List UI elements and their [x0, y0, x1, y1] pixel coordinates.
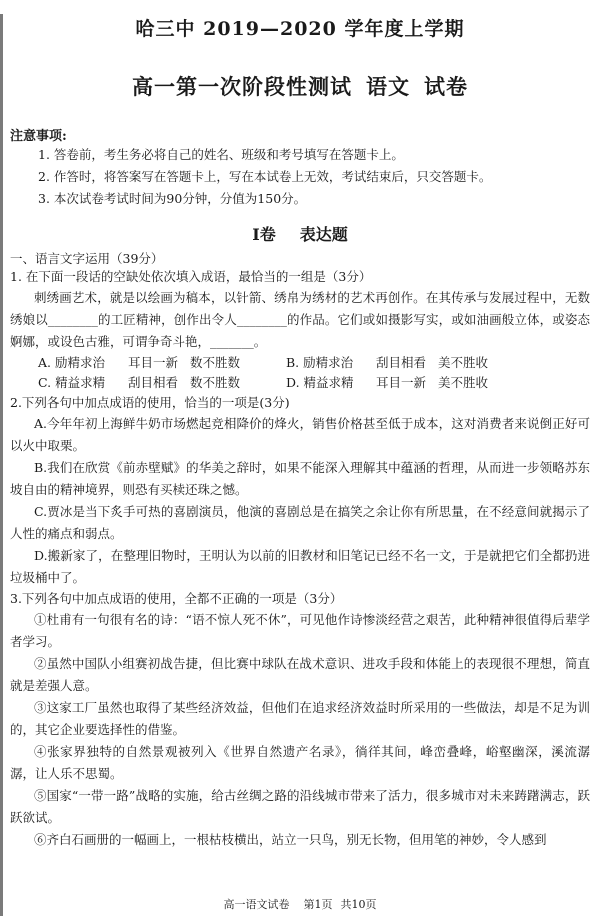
option-c-3: 数不胜数: [190, 375, 241, 390]
question-3-sentence-4: ④张家界独特的自然景观被列入《世界自然遗产名录》，徜徉其间，峰峦叠峰，峪壑幽深，溪流潺潺，让人乐不思蜀。: [10, 744, 590, 781]
question-2-option-d: D.搬新家了，在整理旧物时，王明认为以前的旧教材和旧笔记已经不名一文，于是就把它们全都扔进垃圾桶中了。: [10, 548, 590, 585]
question-1-options-row: [38, 353, 590, 373]
section-name: 表达题: [299, 225, 348, 244]
notice-list: [38, 144, 590, 210]
option-a-1: A. 励精求治: [38, 355, 105, 370]
question-2-option-b: B.我们在欣赏《前赤壁赋》的华美之辞时，如果不能深入理解其中蕴涵的哲理，从而进一步领略苏东坡自由的精神境界，则恐有买椟还珠之憾。: [10, 460, 590, 497]
question-3-sentence-3: ③这家工厂虽然也取得了某些经济效益，但他们在追求经济效益时所采用的一些做法，却是不足为训的，其它企业要选择性的借鉴。: [10, 700, 590, 737]
exam-title-main: 高一第一次阶段性测试: [132, 74, 352, 99]
footer-total: 共10页: [340, 898, 377, 911]
option-c-1: C. 精益求精: [38, 375, 106, 390]
option-c-2: 刮目相看: [128, 375, 179, 390]
scan-edge: [0, 14, 3, 916]
exam-title: [10, 71, 590, 101]
footer-subject: 高一语文试卷: [223, 898, 290, 911]
option-b-3: 美不胜收: [438, 355, 489, 370]
question-2-option-c: C.贾冰是当下炙手可热的喜剧演员，他演的喜剧总是在搞笑之余让你有所思量，在不经意间就揭示了人性的痛点和弱点。: [10, 504, 590, 541]
notice-item: 1. 答卷前，考生务必将自己的姓名、班级和考号填写在答题卡上。: [38, 147, 404, 162]
exam-page: [0, 14, 600, 916]
notice-item: 2. 作答时，将答案写在答题卡上，写在本试卷上无效，考试结束后，只交答题卡。: [38, 169, 492, 184]
question-2-stem: 2.下列各句中加点成语的使用，恰当的一项是(3分): [10, 395, 290, 410]
exam-paper-label: 试卷: [424, 74, 468, 99]
option-a-2: 耳目一新: [128, 355, 179, 370]
exam-term-title: 哈三中 2019—2020 学年度上学期: [135, 18, 465, 40]
option-d-2: 耳目一新: [376, 375, 427, 390]
option-a-3: 数不胜数: [190, 355, 241, 370]
exam-subject: 语文: [366, 74, 410, 99]
page-footer: [0, 896, 600, 912]
question-3-sentence-5: ⑤国家“一带一路”战略的实施，给古丝绸之路的沿线城市带来了活力，很多城市对未来踌躇满志，跃跃欲试。: [10, 788, 590, 825]
section-part: I卷: [252, 225, 276, 244]
part-heading: 一、语言文字运用（39分）: [10, 251, 164, 266]
question-3-stem: 3.下列各句中加点成语的使用，全都不正确的一项是（3分）: [10, 591, 343, 606]
footer-page: 第1页: [303, 898, 333, 911]
option-d-1: D. 精益求精: [286, 375, 354, 390]
option-b-2: 刮目相看: [376, 355, 427, 370]
question-3-sentence-6: ⑥齐白石画册的一幅画上，一根枯枝横出，站立一只鸟，别无长物，但用笔的神妙，令人感到: [34, 832, 547, 847]
question-2-option-a: A.今年年初上海鲜牛奶市场燃起竞相降价的烽火，销售价格甚至低于成本，这对消费者来说倒正好可以火中取栗。: [10, 416, 590, 453]
question-1-options-row: [38, 373, 590, 393]
question-3-sentence-2: ②虽然中国队小组赛初战告捷，但比赛中球队在战术意识、进攻手段和体能上的表现很不理想，简直就是差强人意。: [10, 656, 590, 693]
option-d-3: 美不胜收: [438, 375, 489, 390]
notice-heading: 注意事项:: [10, 129, 67, 144]
option-b-1: B. 励精求治: [286, 355, 354, 370]
question-3-sentence-1: ①杜甫有一句很有名的诗：“语不惊人死不休”，可见他作诗惨淡经营之艰苦，此种精神很值得后辈学者学习。: [10, 612, 590, 649]
notice-item: 3. 本次试卷考试时间为90分钟，分值为150分。: [38, 191, 307, 206]
question-1-passage: 刺绣画艺术，就是以绘画为稿本，以针箭、绣帛为绣材的艺术再创作。在其传承与发展过程中，无数绣娘以________的工匠精神，创作出令人________的作品。它们或如摄影写实，或如油画般立体，或姿态婀娜，或设色古雅，可谓争奇斗艳，_______。: [10, 290, 590, 349]
section-title: [10, 222, 590, 245]
question-1-stem: 1. 在下面一段话的空缺处依次填入成语，最恰当的一组是（3分）: [10, 269, 372, 284]
